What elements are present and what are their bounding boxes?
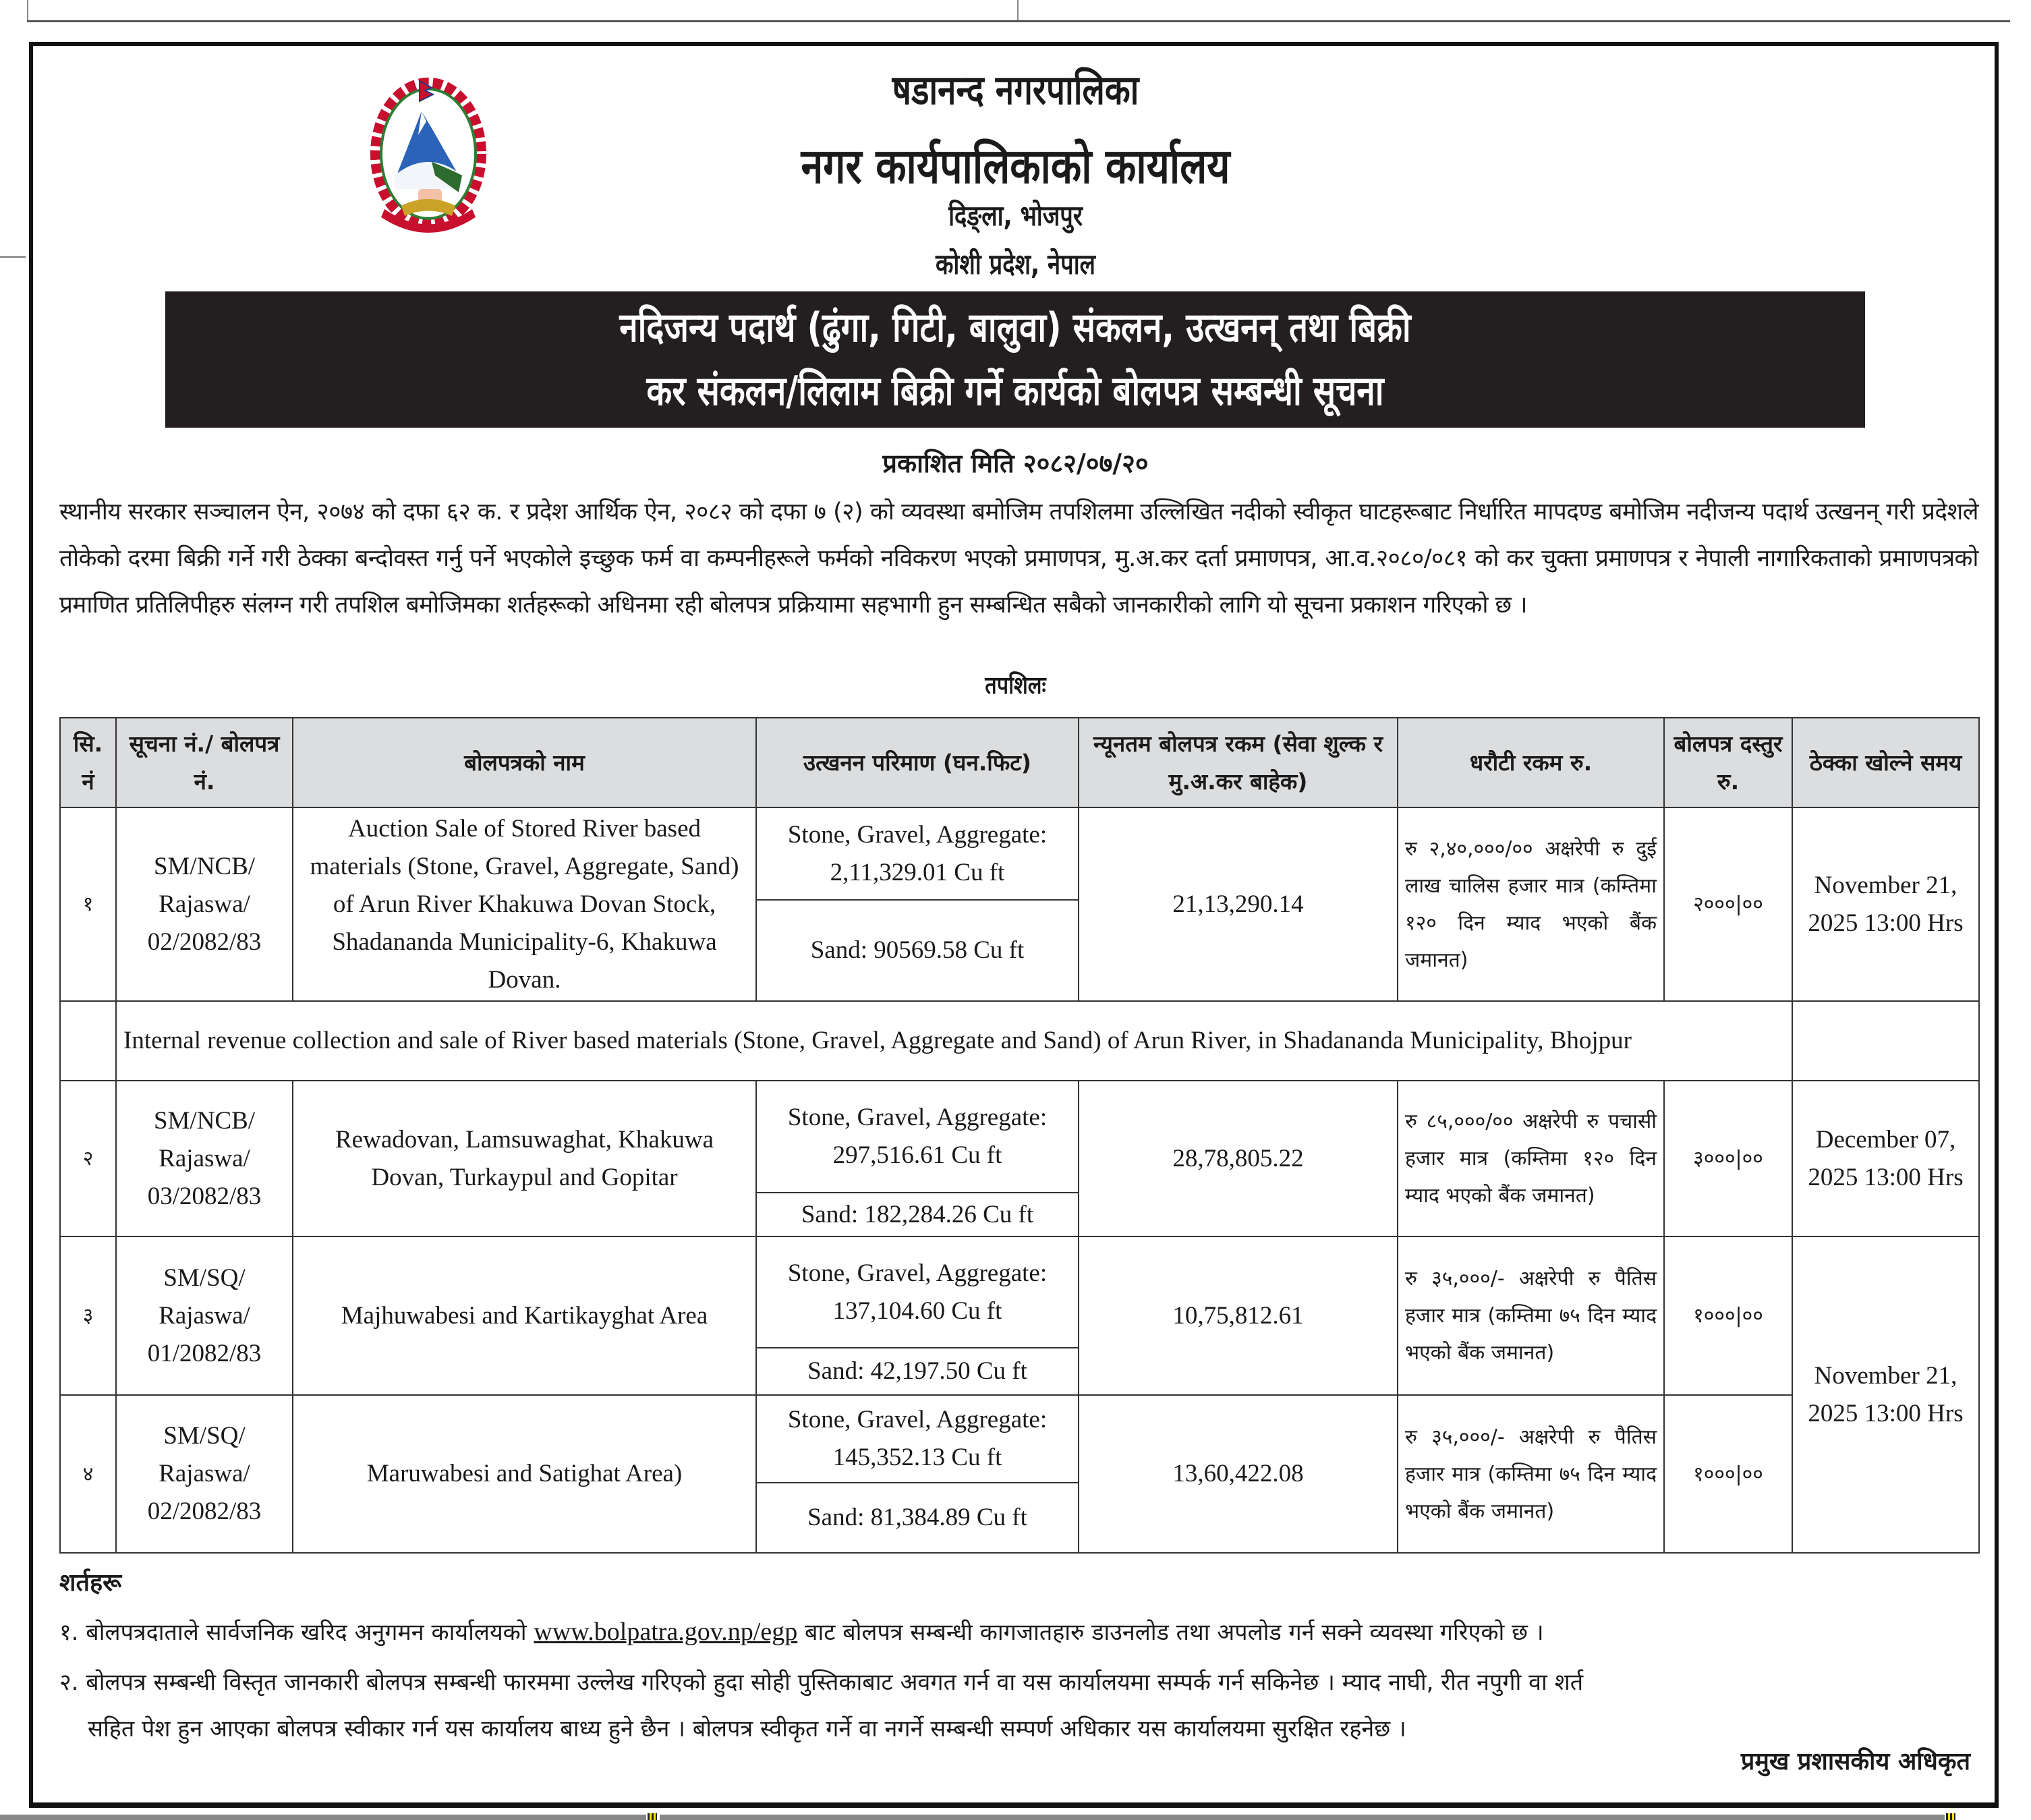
term-2-text: २. बोलपत्र सम्बन्धी विस्तृत जानकारी बोलपत्र सम्बन्धी फारममा उल्लेख गरिएको हुदा सोही पुस्तिकाबाट अवगत गर्न वा यस कार्यालयमा सम्पर्क गर्न सकिनेछ । म्याद नाघी, रीत नपुगी वा शर्त xyxy=(59,1669,1584,1696)
office-province: कोशी प्रदेश, नेपाल xyxy=(935,248,1096,281)
registration-mark xyxy=(648,1813,657,1820)
notice-title-line-1: नदिजन्य पदार्थ (ढुंगा, गिटी, बालुवा) संकलन, उत्खनन् तथा बिक्री xyxy=(619,304,1411,351)
minimum-bid-amount: 13,60,422.08 xyxy=(1079,1395,1398,1553)
bid-name: Rewadovan, Lamsuwaghat, Khakuwa Dovan, Turkaypul and Gopitar xyxy=(293,1081,756,1236)
quantity-sand: Sand: 42,197.50 Cu ft xyxy=(756,1348,1079,1395)
term-2 xyxy=(59,1659,1978,1753)
page-edge-line xyxy=(0,256,26,258)
published-date: प्रकाशित मिति २०८२/०७/२० xyxy=(882,449,1149,478)
footer-bar xyxy=(0,1815,646,1820)
page-edge-line xyxy=(1017,0,1019,22)
minimum-bid-amount: 28,78,805.22 xyxy=(1079,1081,1398,1236)
table-header-row xyxy=(60,718,1979,807)
municipality-name: षडानन्द नगरपालिका xyxy=(892,67,1139,114)
term-1-text: बाट बोलपत्र सम्बन्धी कागजातहारु डाउनलोड तथा अपलोड गर्न सक्ने व्यवस्था गरिएको छ । xyxy=(805,1619,1544,1646)
opening-time: November 21, 2025 13:00 Hrs xyxy=(1792,807,1979,1001)
deposit-amount: रु ३५,०००/- अक्षरेपी रु पैतिस हजार मात्र (कम्तिमा ७५ दिन म्याद भएको बैंक जमानत) xyxy=(1398,1236,1664,1395)
quantity-sand: Sand: 81,384.89 Cu ft xyxy=(756,1483,1079,1553)
column-header: बोलपत्र दस्तुर रु. xyxy=(1664,718,1792,807)
column-header: सि. नं xyxy=(60,718,116,807)
serial-number: ३ xyxy=(60,1236,116,1395)
bolpatra-link[interactable]: www.bolpatra.gov.np/egp xyxy=(534,1618,798,1646)
bid-name: Auction Sale of Stored River based materials (Stone, Gravel, Aggregate, Sand) of Arun River Khakuwa Dovan Stock, Shadananda Municipality-6, Khakuwa Dovan. xyxy=(293,807,756,1001)
office-name: नगर कार्यपालिकाको कार्यालय xyxy=(801,138,1230,194)
bid-fee: ३०००|०० xyxy=(1664,1081,1792,1236)
table-row xyxy=(60,1081,1979,1193)
column-header: सूचना नं./ बोलपत्र नं. xyxy=(116,718,293,807)
notice-number: SM/SQ/ Rajaswa/ 01/2082/83 xyxy=(116,1236,293,1395)
bid-fee: २०००|०० xyxy=(1664,807,1792,1001)
serial-number: १ xyxy=(60,807,116,1001)
office-location: दिङ्ला, भोजपुर xyxy=(948,199,1083,232)
notice-title-banner xyxy=(165,291,1865,428)
column-header: न्यूनतम बोलपत्र रकम (सेवा शुल्क र मु.अ.कर बाहेक) xyxy=(1079,718,1398,807)
minimum-bid-amount: 10,75,812.61 xyxy=(1079,1236,1398,1395)
page-edge-line xyxy=(27,0,28,22)
minimum-bid-amount: 21,13,290.14 xyxy=(1079,807,1398,1001)
term-1 xyxy=(59,1609,1978,1656)
registration-mark xyxy=(1946,1813,1955,1820)
table-row xyxy=(60,1236,1979,1348)
term-2-text: सहित पेश हुन आएका बोलपत्र स्वीकार गर्न यस कार्यालय बाध्य हुने छैन । बोलपत्र स्वीकृत गर्ने वा नगर्ने सम्बन्धी सम्पर्ण अधिकार यस कार्यालयमा सुरक्षित रहनेछ । xyxy=(88,1715,1406,1742)
serial-number: २ xyxy=(60,1081,116,1236)
quantity-stone-gravel: Stone, Gravel, Aggregate: 137,104.60 Cu ft xyxy=(756,1236,1079,1348)
table-row xyxy=(60,807,1979,900)
signatory: प्रमुख प्रशासकीय अधिकृत xyxy=(1740,1748,1970,1775)
notice-title-line-2: कर संकलन/लिलाम बिक्री गर्ने कार्यको बोलपत्र सम्बन्धी सूचना xyxy=(646,368,1384,415)
section-note-row xyxy=(60,1001,1979,1081)
intro-paragraph: स्थानीय सरकार सञ्चालन ऐन, २०७४ को दफा ६२ क. र प्रदेश आर्थिक ऐन, २०८२ को दफा ७ (२) को व्यवस्था बमोजिम तपशिलमा उल्लिखित नदीको स्वीकृत घाटहरूबाट निर्धारित मापदण्ड बमोजिम नदीजन्य पदार्थ उत्खनन् गरी प्रदेशले तोकेको दरमा बिक्री गर्ने गरी ठेक्का बन्दोवस्त गर्नु पर्ने भएकोले इच्छुक फर्म वा कम्पनीहरूले फर्मको नविकरण भएको प्रमाणपत्र, मु.अ.कर दर्ता प्रमाणपत्र, आ.व.२०८०/०८१ को कर चुक्ता प्रमाणपत्र र नेपाली नागारिकताको प्रमाणपत्रको प्रमाणित प्रतिलिपीहरु संलग्न गरी तपशिल बमोजिमका शर्तहरूको अधिनमा रही बोलपत्र प्रक्रियामा सहभागी हुन सम्बन्धित सबैको जानकारीको लागि यो सूचना प्रकाशन गरिएको छ । xyxy=(59,499,1978,619)
bid-name: Maruwabesi and Satighat Area) xyxy=(293,1395,756,1553)
deposit-amount: रु ८५,०००/०० अक्षरेपी रु पचासी हजार मात्र (कम्तिमा १२० दिन म्याद भएको बैंक जमानत) xyxy=(1398,1081,1664,1236)
opening-time: November 21, 2025 13:00 Hrs xyxy=(1792,1236,1979,1553)
empty-cell xyxy=(60,1001,116,1081)
column-header: धरौटी रकम रु. xyxy=(1398,718,1664,807)
notice-number: SM/NCB/ Rajaswa/ 03/2082/83 xyxy=(116,1081,293,1236)
schedule-heading: तपशिलः xyxy=(985,672,1046,700)
column-header: ठेक्का खोल्ने समय xyxy=(1792,718,1979,807)
notice-number: SM/NCB/ Rajaswa/ 02/2082/83 xyxy=(116,807,293,1001)
quantity-stone-gravel: Stone, Gravel, Aggregate: 2,11,329.01 Cu ft xyxy=(756,807,1079,900)
top-divider xyxy=(27,20,2010,22)
deposit-amount: रु २,४०,०००/०० अक्षरेपी रु दुई लाख चालिस हजार मात्र (कम्तिमा १२० दिन म्याद भएको बैंक जमानत) xyxy=(1398,807,1664,1001)
notice-number: SM/SQ/ Rajaswa/ 02/2082/83 xyxy=(116,1395,293,1553)
footer-bar xyxy=(660,1815,1945,1820)
column-header: उत्खनन परिमाण (घन.फिट) xyxy=(756,718,1079,807)
bid-fee: १०००|०० xyxy=(1664,1395,1792,1553)
column-header: बोलपत्रको नाम xyxy=(293,718,756,807)
table-row xyxy=(60,1395,1979,1483)
empty-cell xyxy=(1792,1001,1979,1081)
bid-fee: १०००|०० xyxy=(1664,1236,1792,1395)
quantity-sand: Sand: 182,284.26 Cu ft xyxy=(756,1193,1079,1236)
bid-name: Majhuwabesi and Kartikayghat Area xyxy=(293,1236,756,1395)
terms-heading: शर्तहरू xyxy=(59,1569,122,1597)
quantity-sand: Sand: 90569.58 Cu ft xyxy=(756,900,1079,1001)
opening-time: December 07, 2025 13:00 Hrs xyxy=(1792,1081,1979,1236)
bottom-divider xyxy=(29,1802,1999,1808)
quantity-stone-gravel: Stone, Gravel, Aggregate: 297,516.61 Cu ft xyxy=(756,1081,1079,1193)
serial-number: ४ xyxy=(60,1395,116,1553)
quantity-stone-gravel: Stone, Gravel, Aggregate: 145,352.13 Cu ft xyxy=(756,1395,1079,1483)
section-note: Internal revenue collection and sale of River based materials (Stone, Gravel, Aggregate and Sand) of Arun River, in Shadananda Municipality, Bhojpur xyxy=(116,1001,1792,1081)
bid-schedule-table xyxy=(59,717,1980,1554)
term-1-text: १. बोलपत्रदाताले सार्वजनिक खरिद अनुगमन कार्यालयको xyxy=(59,1619,527,1646)
deposit-amount: रु ३५,०००/- अक्षरेपी रु पैतिस हजार मात्र (कम्तिमा ७५ दिन म्याद भएको बैंक जमानत) xyxy=(1398,1395,1664,1553)
